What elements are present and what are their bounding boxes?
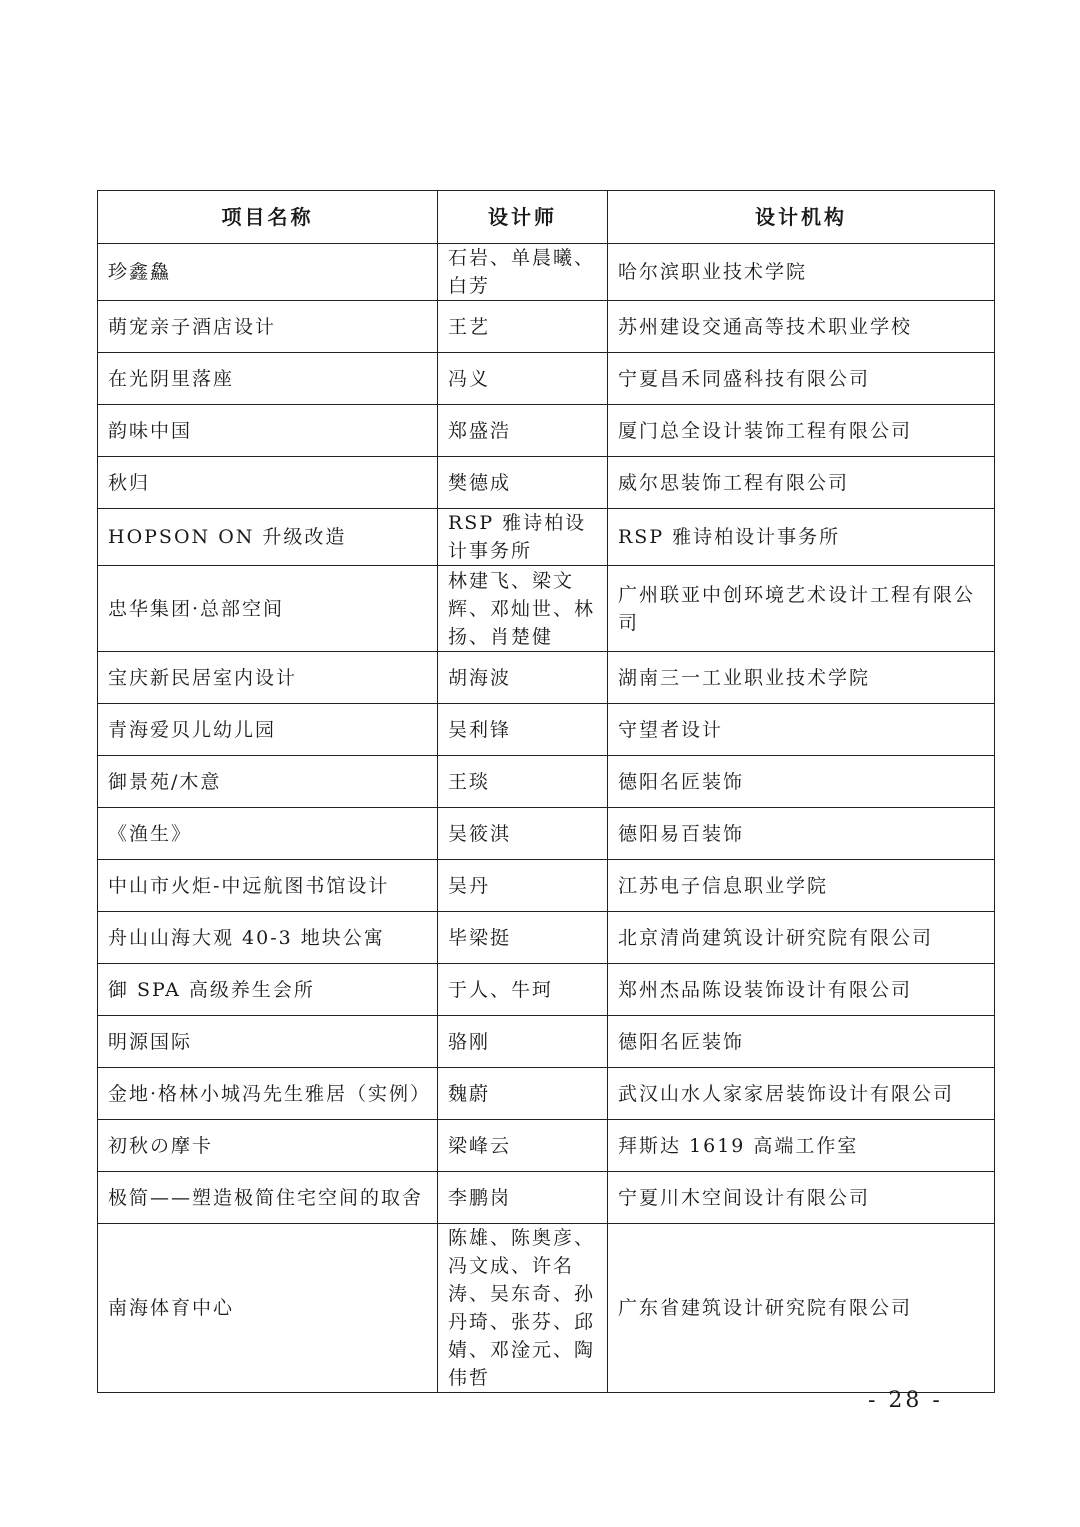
cell-organization: 德阳名匠装饰: [608, 756, 995, 808]
page-number: - 28 -: [868, 1388, 943, 1413]
cell-organization: 湖南三一工业职业技术学院: [608, 652, 995, 704]
cell-organization: 守望者设计: [608, 704, 995, 756]
table-row: [98, 704, 995, 756]
cell-organization: 德阳易百装饰: [608, 808, 995, 860]
cell-designer: 胡海波: [438, 652, 608, 704]
cell-designer: 王艺: [438, 301, 608, 353]
cell-designer: 王琰: [438, 756, 608, 808]
table-row: [98, 1068, 995, 1120]
cell-designer: 毕梁挺: [438, 912, 608, 964]
table-header-row: [98, 191, 995, 244]
cell-organization: 江苏电子信息职业学院: [608, 860, 995, 912]
table-body: [98, 244, 995, 1393]
header-designer: 设计师: [438, 191, 608, 244]
table-row: [98, 509, 995, 566]
cell-designer: 石岩、单晨曦、白芳: [438, 244, 608, 301]
table-row: [98, 353, 995, 405]
cell-organization: 武汉山水人家家居装饰设计有限公司: [608, 1068, 995, 1120]
cell-organization: RSP 雅诗柏设计事务所: [608, 509, 995, 566]
cell-project-name: 御 SPA 高级养生会所: [98, 964, 438, 1016]
cell-project-name: HOPSON ON 升级改造: [98, 509, 438, 566]
cell-designer: 魏蔚: [438, 1068, 608, 1120]
cell-project-name: 中山市火炬-中远航图书馆设计: [98, 860, 438, 912]
cell-project-name: 金地·格林小城冯先生雅居（实例）: [98, 1068, 438, 1120]
header-organization: 设计机构: [608, 191, 995, 244]
cell-project-name: 珍鑫鱻: [98, 244, 438, 301]
table-row: [98, 566, 995, 652]
table-row: [98, 1120, 995, 1172]
cell-designer: 吴丹: [438, 860, 608, 912]
cell-designer: 梁峰云: [438, 1120, 608, 1172]
cell-designer: 樊德成: [438, 457, 608, 509]
table-row: [98, 808, 995, 860]
cell-project-name: 韵味中国: [98, 405, 438, 457]
cell-project-name: 明源国际: [98, 1016, 438, 1068]
table-row: [98, 652, 995, 704]
cell-organization: 威尔思装饰工程有限公司: [608, 457, 995, 509]
cell-project-name: 宝庆新民居室内设计: [98, 652, 438, 704]
table-row: [98, 860, 995, 912]
cell-organization: 广东省建筑设计研究院有限公司: [608, 1224, 995, 1393]
table-row: [98, 244, 995, 301]
cell-organization: 北京清尚建筑设计研究院有限公司: [608, 912, 995, 964]
table-row: [98, 964, 995, 1016]
cell-project-name: 舟山山海大观 40-3 地块公寓: [98, 912, 438, 964]
award-table: [97, 190, 995, 1393]
cell-organization: 厦门总全设计装饰工程有限公司: [608, 405, 995, 457]
table-row: [98, 405, 995, 457]
cell-organization: 拜斯达 1619 高端工作室: [608, 1120, 995, 1172]
table-row: [98, 1224, 995, 1393]
cell-organization: 德阳名匠装饰: [608, 1016, 995, 1068]
cell-organization: 苏州建设交通高等技术职业学校: [608, 301, 995, 353]
table-row: [98, 301, 995, 353]
cell-organization: 宁夏昌禾同盛科技有限公司: [608, 353, 995, 405]
cell-project-name: 御景苑/木意: [98, 756, 438, 808]
table-row: [98, 912, 995, 964]
cell-designer: 吴利锋: [438, 704, 608, 756]
cell-project-name: 在光阴里落座: [98, 353, 438, 405]
cell-project-name: 萌宠亲子酒店设计: [98, 301, 438, 353]
cell-organization: 郑州杰品陈设装饰设计有限公司: [608, 964, 995, 1016]
cell-project-name: 秋归: [98, 457, 438, 509]
cell-designer: 冯义: [438, 353, 608, 405]
cell-designer: 吴筱淇: [438, 808, 608, 860]
header-project-name: 项目名称: [98, 191, 438, 244]
cell-project-name: 初秋の摩卡: [98, 1120, 438, 1172]
cell-designer: 郑盛浩: [438, 405, 608, 457]
table-row: [98, 1016, 995, 1068]
cell-designer: 骆刚: [438, 1016, 608, 1068]
cell-designer: RSP 雅诗柏设计事务所: [438, 509, 608, 566]
table-row: [98, 457, 995, 509]
cell-organization: 广州联亚中创环境艺术设计工程有限公司: [608, 566, 995, 652]
cell-project-name: 《渔生》: [98, 808, 438, 860]
table-row: [98, 756, 995, 808]
table-row: [98, 1172, 995, 1224]
cell-project-name: 青海爱贝儿幼儿园: [98, 704, 438, 756]
cell-project-name: 极简——塑造极简住宅空间的取舍: [98, 1172, 438, 1224]
cell-project-name: 忠华集团·总部空间: [98, 566, 438, 652]
cell-project-name: 南海体育中心: [98, 1224, 438, 1393]
cell-designer: 李鹏岗: [438, 1172, 608, 1224]
cell-organization: 宁夏川木空间设计有限公司: [608, 1172, 995, 1224]
cell-designer: 于人、牛珂: [438, 964, 608, 1016]
cell-designer: 陈雄、陈奥彦、冯文成、许名涛、吴东奇、孙丹琦、张芬、邱婧、邓淦元、陶伟哲: [438, 1224, 608, 1393]
cell-designer: 林建飞、梁文辉、邓灿世、林扬、肖楚健: [438, 566, 608, 652]
cell-organization: 哈尔滨职业技术学院: [608, 244, 995, 301]
